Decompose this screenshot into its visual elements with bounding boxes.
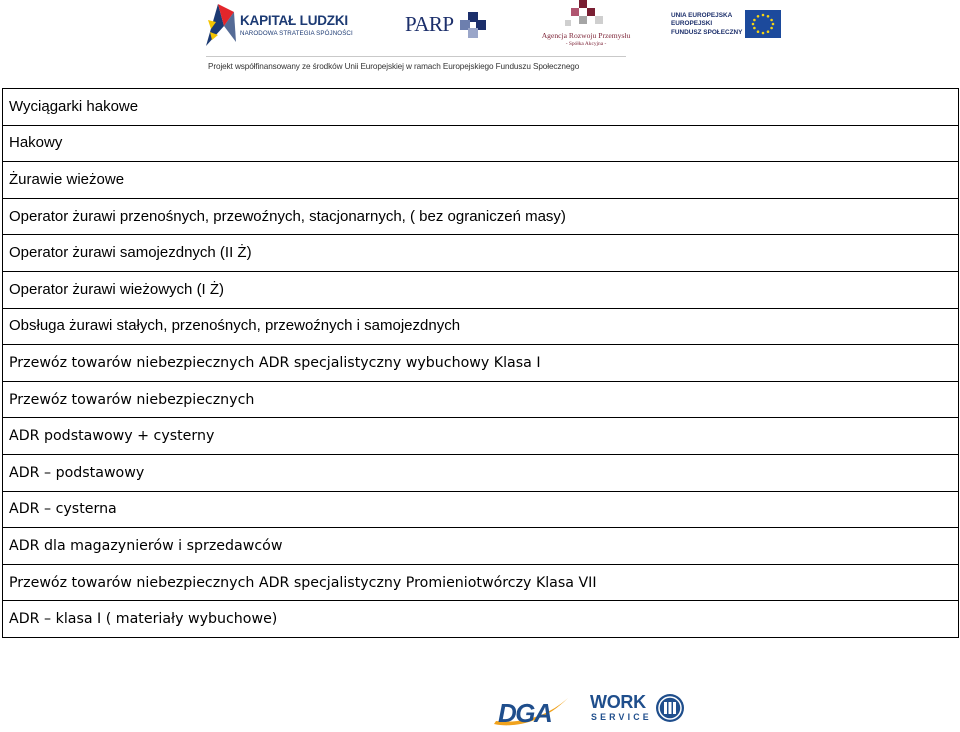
work-service-subtitle: SERVICE	[591, 712, 652, 722]
course-cell: Hakowy	[3, 125, 959, 162]
parp-logo	[405, 8, 489, 42]
parp-title: PARP	[405, 12, 454, 36]
header-divider	[206, 56, 626, 57]
eu-flag-icon	[745, 10, 781, 38]
course-cell: Wyciągarki hakowe	[3, 89, 959, 126]
course-cell: ADR podstawowy + cysterny	[3, 418, 959, 455]
table-row	[3, 491, 959, 528]
eu-esf-text	[671, 12, 745, 37]
arp-subtitle: - Spółka Akcyjna -	[565, 41, 607, 47]
eu-esf-logo	[671, 10, 781, 42]
table-row	[3, 162, 959, 199]
header-logos	[0, 0, 960, 80]
course-cell: Żurawie wieżowe	[3, 162, 959, 199]
work-service-title: WORK	[590, 692, 646, 712]
dga-title: DGA	[498, 698, 552, 728]
table-row	[3, 418, 959, 455]
eu-line-3: FUNDUSZ SPOŁECZNY	[671, 28, 743, 36]
course-cell: Przewóz towarów niebezpiecznych	[3, 381, 959, 418]
table-row	[3, 345, 959, 382]
course-cell: ADR – cysterna	[3, 491, 959, 528]
table-row	[3, 564, 959, 601]
funding-note: Projekt współfinansowany ze środków Unii Europejskiej w ramach Europejskiego Funduszu Społecznego	[208, 62, 580, 71]
course-cell: Przewóz towarów niebezpiecznych ADR specjalistyczny wybuchowy Klasa I	[3, 345, 959, 382]
table-row	[3, 308, 959, 345]
work-service-emblem-icon	[654, 692, 686, 724]
course-cell: ADR – klasa I ( materiały wybuchowe)	[3, 601, 959, 638]
eu-line-1: UNIA EUROPEJSKA	[671, 12, 733, 19]
table-row	[3, 89, 959, 126]
table-row	[3, 528, 959, 565]
table-row	[3, 125, 959, 162]
table-row	[3, 454, 959, 491]
kapital-ludzki-title: KAPITAŁ LUDZKI	[240, 13, 348, 28]
arp-logo	[537, 0, 633, 60]
course-cell: ADR – podstawowy	[3, 454, 959, 491]
table-row	[3, 198, 959, 235]
table-row	[3, 235, 959, 272]
course-cell: ADR dla magazynierów i sprzedawców	[3, 528, 959, 565]
table-row	[3, 381, 959, 418]
dga-logo	[492, 694, 570, 730]
course-table	[2, 88, 959, 638]
eu-line-2: EUROPEJSKI	[671, 20, 713, 28]
course-cell: Przewóz towarów niebezpiecznych ADR specjalistyczny Promieniotwórczy Klasa VII	[3, 564, 959, 601]
arp-title: Agencja Rozwoju Przemysłu	[541, 31, 631, 40]
course-cell: Operator żurawi przenośnych, przewoźnych, stacjonarnych, ( bez ograniczeń masy)	[3, 198, 959, 235]
work-service-logo	[590, 692, 690, 726]
arp-emblem-icon	[565, 0, 605, 30]
kapital-ludzki-subtitle: NARODOWA STRATEGIA SPÓJNOŚCI	[240, 30, 353, 37]
course-cell: Operator żurawi wieżowych (I Ż)	[3, 271, 959, 308]
table-row	[3, 271, 959, 308]
course-cell: Operator żurawi samojezdnych (II Ż)	[3, 235, 959, 272]
table-row	[3, 601, 959, 638]
kapital-ludzki-logo	[204, 2, 353, 48]
course-cell: Obsługa żurawi stałych, przenośnych, przewoźnych i samojezdnych	[3, 308, 959, 345]
kapital-ludzki-emblem-icon	[204, 2, 238, 48]
parp-cube-icon	[458, 10, 488, 40]
